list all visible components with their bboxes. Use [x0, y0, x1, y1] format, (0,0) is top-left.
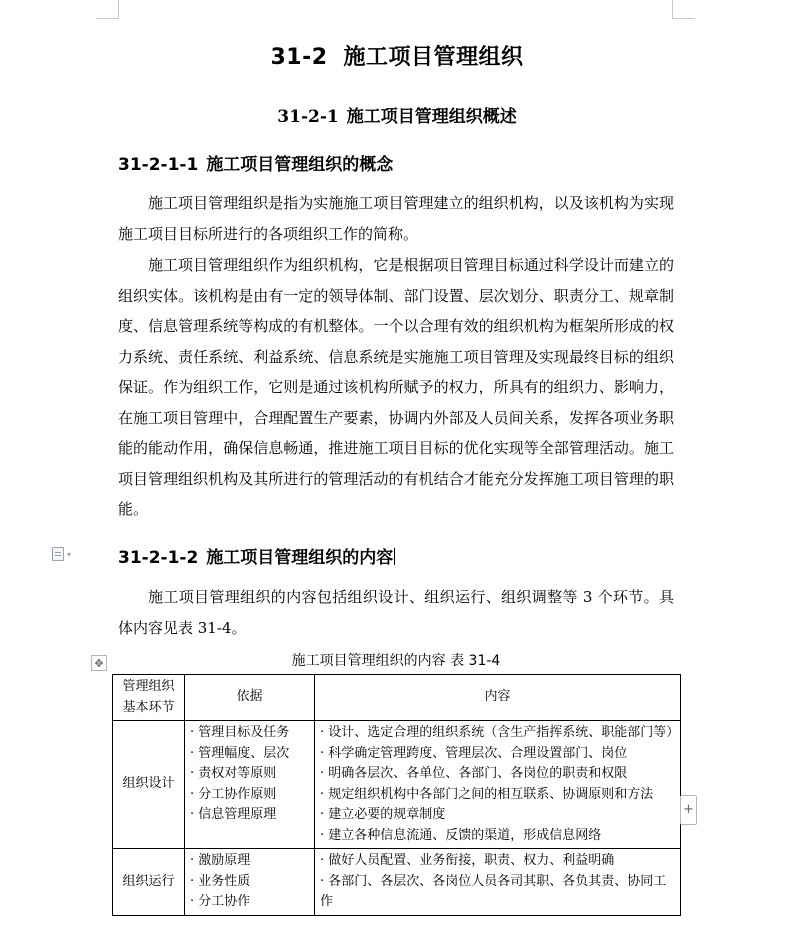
table-header-basis: 依据	[185, 675, 315, 721]
basis-item: · 管理幅度、层次	[190, 745, 290, 761]
paragraph-definition: 施工项目管理组织是指为实施施工项目管理建立的组织机构，以及该机构为实现施工项目目标所进行的各项组织工作的简称。	[118, 194, 674, 243]
section-heading-text: 施工项目管理组织概述	[346, 107, 517, 127]
table-move-handle-icon[interactable]: ✥	[91, 655, 107, 671]
content-item: · 建立各种信息流通、反馈的渠道，形成信息网络	[320, 827, 602, 843]
content-item: · 规定组织机构中各部门之间的相互联系、协调原则和方法	[320, 786, 654, 802]
subsection-heading-concept	[118, 150, 393, 175]
content-table	[112, 674, 681, 916]
content-item: · 设计、选定合理的组织系统（含生产指挥系统、职能部门等）	[320, 725, 680, 740]
subsection-heading-text: 施工项目管理组织的概念	[206, 155, 394, 175]
basis-item: · 责权对等原则	[190, 766, 277, 781]
stage-cell: 组织设计	[113, 721, 185, 849]
chapter-title	[0, 40, 794, 71]
basis-item: · 激励原理	[190, 853, 251, 868]
subsection-heading-text: 施工项目管理组织的内容	[206, 548, 394, 568]
text-cursor	[394, 548, 395, 565]
basis-item: · 业务性质	[190, 873, 251, 889]
content-item: · 科学确定管理跨度、管理层次、合理设置部门、岗位	[320, 745, 628, 761]
basis-item: · 管理目标及任务	[190, 725, 290, 740]
crop-mark-top-left	[96, 0, 119, 19]
document-icon	[52, 547, 64, 561]
section-heading	[0, 102, 794, 127]
paragraph-organization-body: 施工项目管理组织作为组织机构，它是根据项目管理目标通过科学设计而建立的组织实体。该机构是由有一定的领导体制、部门设置、层次划分、职责分工、规章制度、信息管理系统等构成的有机整体。一个以合理有效的组织机构为框架所形成的权力系统、责任系统、利益系统、信息系统是实施施工项目管理及实现最终目标的组织保证。作为组织工作，它则是通过该机构所赋予的权力，所具有的组织力、影响力，在施工项目管理中，合理配置生产要素，协调内外部及人员间关系，发挥各项业务职能的能动作用，确保信息畅通，推进施工项目目标的优化实现等全部管理活动。施工项目管理组织机构及其所进行的管理活动的有机结合才能充分发挥施工项目管理的职能。	[118, 256, 674, 518]
table-header-stage: 管理组织基本环节	[113, 675, 185, 721]
document-outline-icon[interactable]	[52, 547, 71, 561]
content-cell	[315, 849, 681, 916]
basis-item: · 信息管理原理	[190, 807, 277, 822]
subsection-number: 31-2-1-1	[118, 155, 199, 175]
crop-mark-top-right	[672, 0, 695, 19]
basis-cell	[185, 849, 315, 916]
table-caption: 施工项目管理组织的内容 表 31-4	[291, 653, 501, 669]
chevron-down-icon: ▾	[67, 549, 72, 559]
content-item: · 建立必要的规章制度	[320, 807, 446, 822]
chapter-number: 31-2	[270, 45, 328, 70]
content-cell	[315, 721, 681, 849]
content-item: · 做好人员配置、业务衔接，职责、权力、利益明确	[320, 853, 615, 868]
content-item: · 明确各层次、各单位、各部门、各岗位的职责和权限	[320, 766, 628, 781]
basis-cell	[185, 721, 315, 849]
section-number: 31-2-1	[277, 107, 339, 127]
subsection-heading-content[interactable]	[118, 543, 395, 568]
content-item: · 各部门、各层次、各岗位人员各司其职、各负其责、协同工作	[320, 873, 667, 909]
table-header-content: 内容	[315, 675, 681, 721]
subsection-number: 31-2-1-2	[118, 548, 199, 568]
table-row	[113, 849, 681, 916]
paragraph-content-intro: 施工项目管理组织的内容包括组织设计、组织运行、组织调整等 3 个环节。具体内容见表 31-4。	[118, 588, 674, 637]
chapter-title-text: 施工项目管理组织	[343, 45, 524, 70]
add-column-icon[interactable]: +	[680, 795, 697, 825]
basis-item: · 分工协作原则	[190, 786, 277, 802]
table-header-row	[113, 675, 681, 721]
basis-item: · 分工协作	[190, 894, 251, 909]
stage-cell: 组织运行	[113, 849, 185, 916]
table-row	[113, 721, 681, 849]
